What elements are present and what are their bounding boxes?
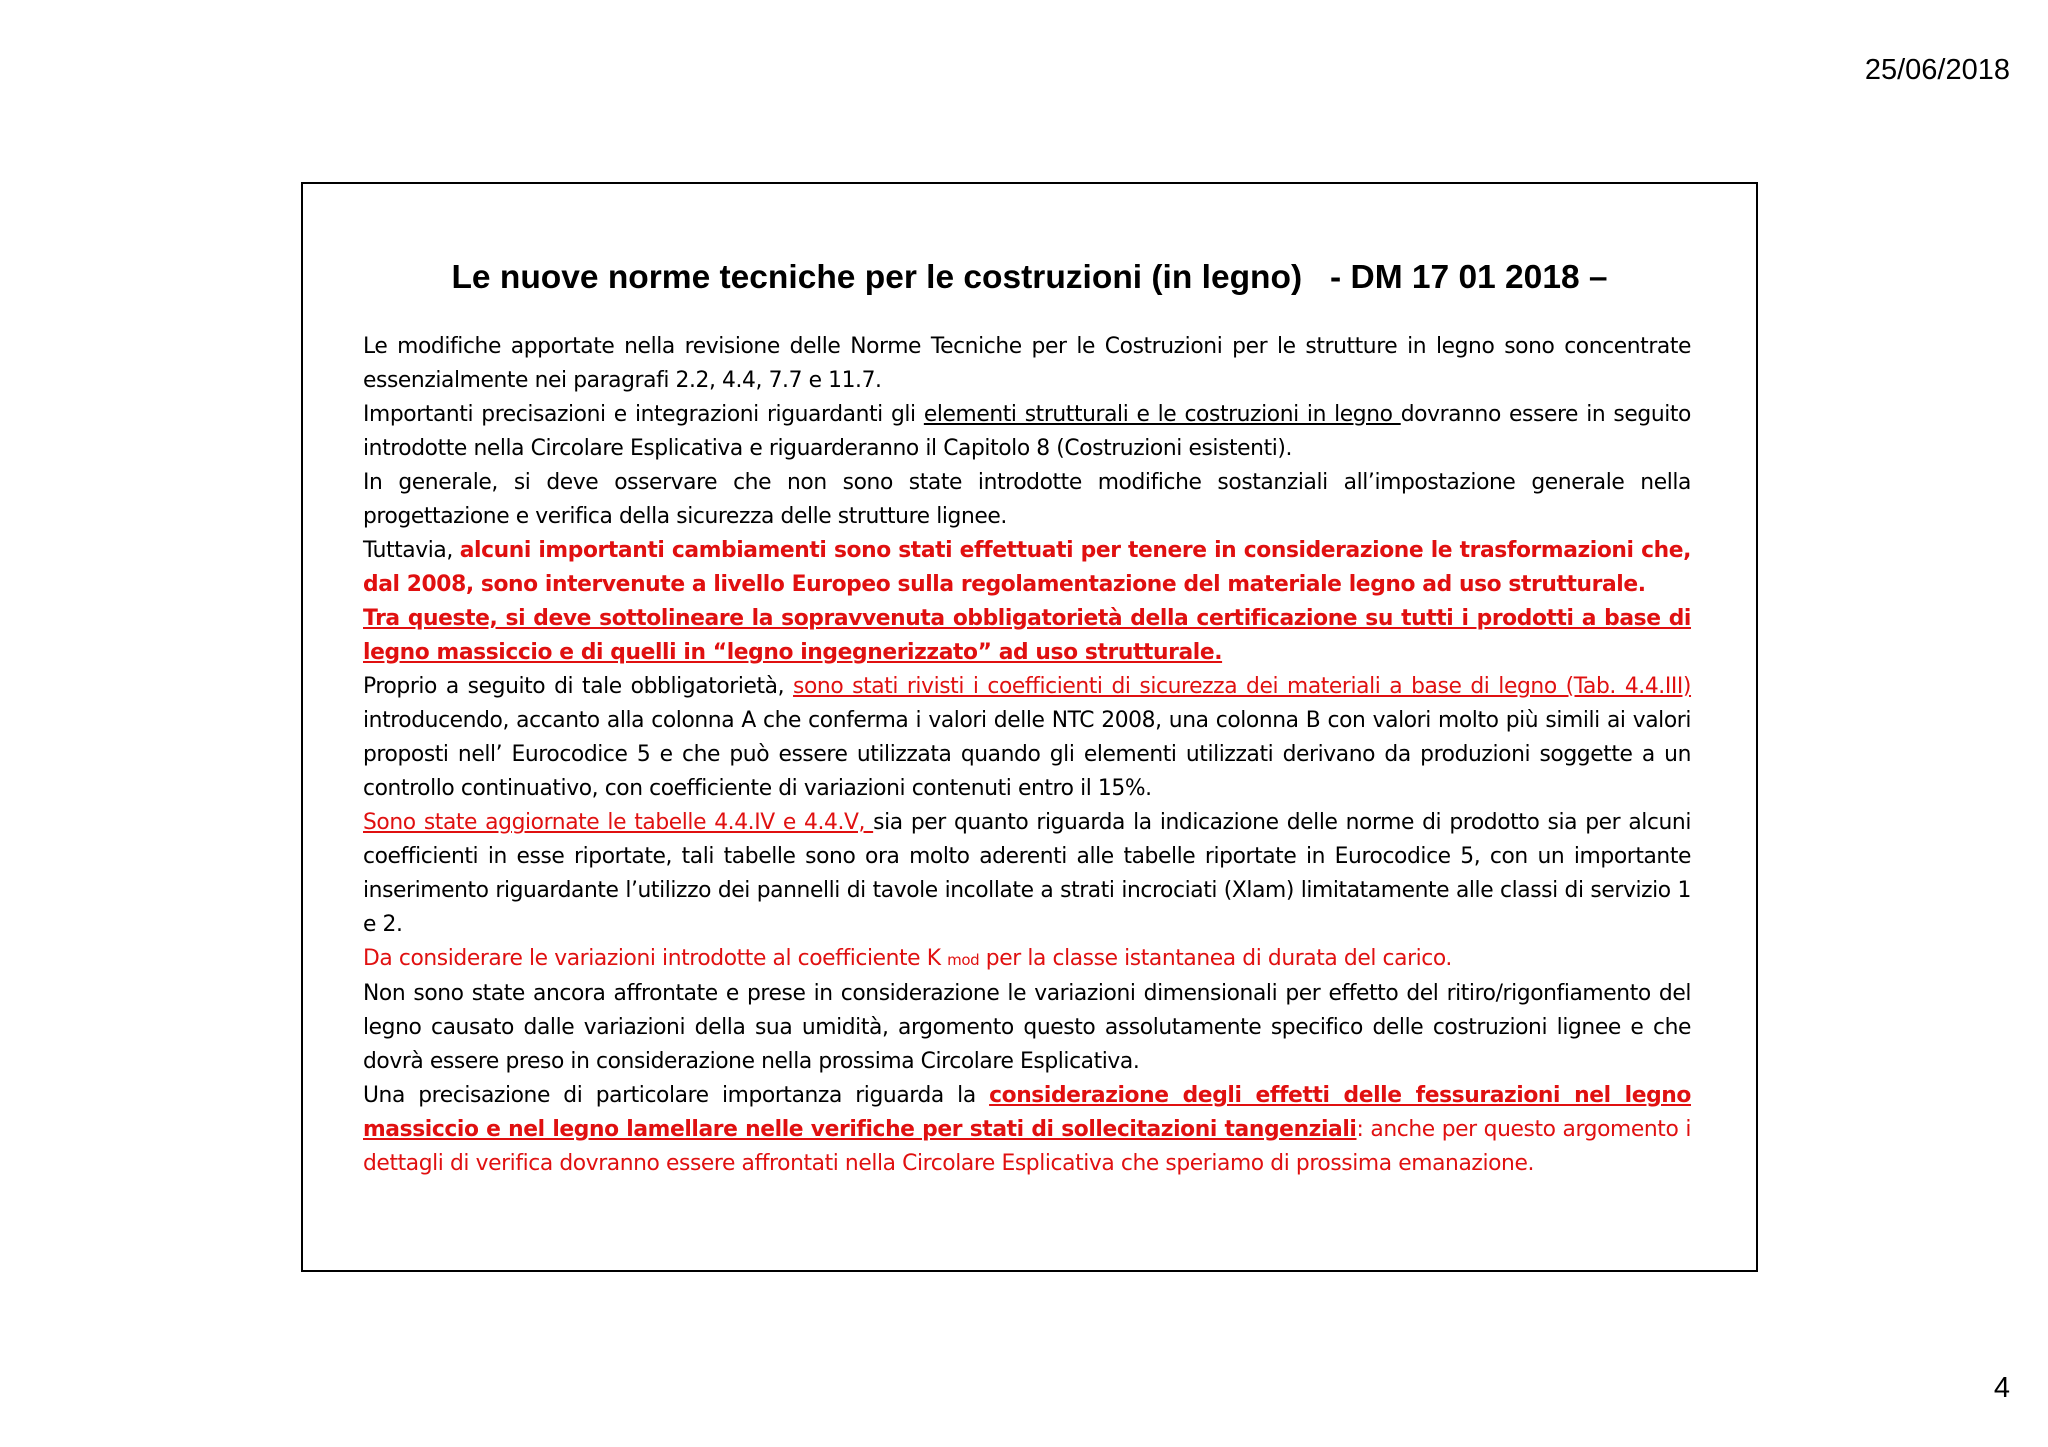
paragraph-10-text-a: Una precisazione di particolare importanza riguarda la: [363, 1083, 990, 1108]
paragraph-6-text-c: introducendo, accanto alla colonna A che conferma i valori delle NTC 2008, una colonna B con valori molto più simili ai valori proposti nell’ Eurocodice 5 e che può essere utilizzata quando gli elementi utilizzati derivano da produzioni soggette a un controllo continuativo, con coefficiente di variazioni contenuti entro il 15%.: [363, 708, 1691, 801]
paragraph-2: [363, 398, 1691, 466]
paragraph-2-text-c: dovranno essere in seguito introdotte nella Circolare Esplicativa e riguarderanno il Capitolo 8 (Costruzioni esistenti).: [363, 402, 1691, 461]
paragraph-2-underlined: elementi strutturali e le costruzioni in legno: [923, 402, 1401, 427]
paragraph-8: [363, 942, 1691, 977]
paragraph-10-highlight: considerazione degli effetti delle fessurazioni nel legno massiccio e nel legno lamellare nelle verifiche per stati di sollecitazioni tangenziali: [363, 1083, 1691, 1142]
paragraph-5: Tra queste, si deve sottolineare la sopravvenuta obbligatorietà della certificazione su tutti i prodotti a base di legno massiccio e di quelli in “legno ingegnerizzato” ad uso strutturale.: [363, 606, 1691, 665]
paragraph-8-text-b: per la classe istantanea di durata del carico.: [979, 946, 1452, 971]
paragraph-7-text-b: sia per quanto riguarda la indicazione delle norme di prodotto sia per alcuni coefficienti in esse riportate, tali tabelle sono ora molto aderenti alle tabelle riportate in Eurocodice 5, con un importante inserimento riguardante l’utilizzo dei pannelli di tavole incollate a strati incrociati (Xlam) limitatamente alle classi di servizio 1 e 2.: [363, 810, 1692, 937]
kmod-subscript: mod: [947, 951, 980, 969]
paragraph-10-text-c: : anche per questo argomento i dettagli di verifica dovranno essere affrontati nella Circolare Esplicativa che speriamo di prossima emanazione.: [363, 1117, 1691, 1176]
date-label: 25/06/2018: [1864, 54, 2010, 86]
paragraph-10: [363, 1079, 1691, 1181]
paragraph-9: Non sono state ancora affrontate e prese in considerazione le variazioni dimensionali per effetto del ritiro/rigonfiamento del legno causato dalle variazioni della sua umidità, argomento questo assolutamente specifico delle costruzioni lignee e che dovrà essere preso in considerazione nella prossima Circolare Esplicativa.: [363, 981, 1691, 1074]
paragraph-4-highlight: alcuni importanti cambiamenti sono stati effettuati per tenere in considerazione le trasformazioni che, dal 2008, sono intervenute a livello Europeo sulla regolamentazione del materiale legno ad uso strutturale.: [363, 538, 1691, 597]
paragraph-2-text-a: Importanti precisazioni e integrazioni riguardanti gli: [363, 402, 924, 427]
paragraph-4: [363, 534, 1691, 602]
page-number: 4: [1993, 1372, 2010, 1404]
slide-title: Le nuove norme tecniche per le costruzioni (in legno) - DM 17 01 2018 –: [451, 259, 1608, 296]
slide-body: [363, 330, 1691, 1181]
paragraph-6: [363, 670, 1691, 806]
paragraph-6-text-a: Proprio a seguito di tale obbligatorietà,: [363, 674, 794, 699]
slide-frame: [301, 182, 1758, 1272]
paragraph-7: [363, 806, 1691, 942]
paragraph-1: Le modifiche apportate nella revisione delle Norme Tecniche per le Costruzioni per le strutture in legno sono concentrate essenzialmente nei paragrafi 2.2, 4.4, 7.7 e 11.7.: [363, 334, 1691, 393]
paragraph-8-text-a: Da considerare le variazioni introdotte al coefficiente K: [363, 946, 948, 971]
paragraph-4-text-a: Tuttavia,: [363, 538, 460, 563]
paragraph-3: In generale, si deve osservare che non sono state introdotte modifiche sostanziali all’impostazione generale nella progettazione e verifica della sicurezza delle strutture lignee.: [363, 470, 1691, 529]
paragraph-7-highlight: Sono state aggiornate le tabelle 4.4.IV e 4.4.V,: [363, 810, 874, 835]
paragraph-6-highlight: sono stati rivisti i coefficienti di sicurezza dei materiali a base di legno (Tab. 4.4.III): [793, 674, 1692, 699]
